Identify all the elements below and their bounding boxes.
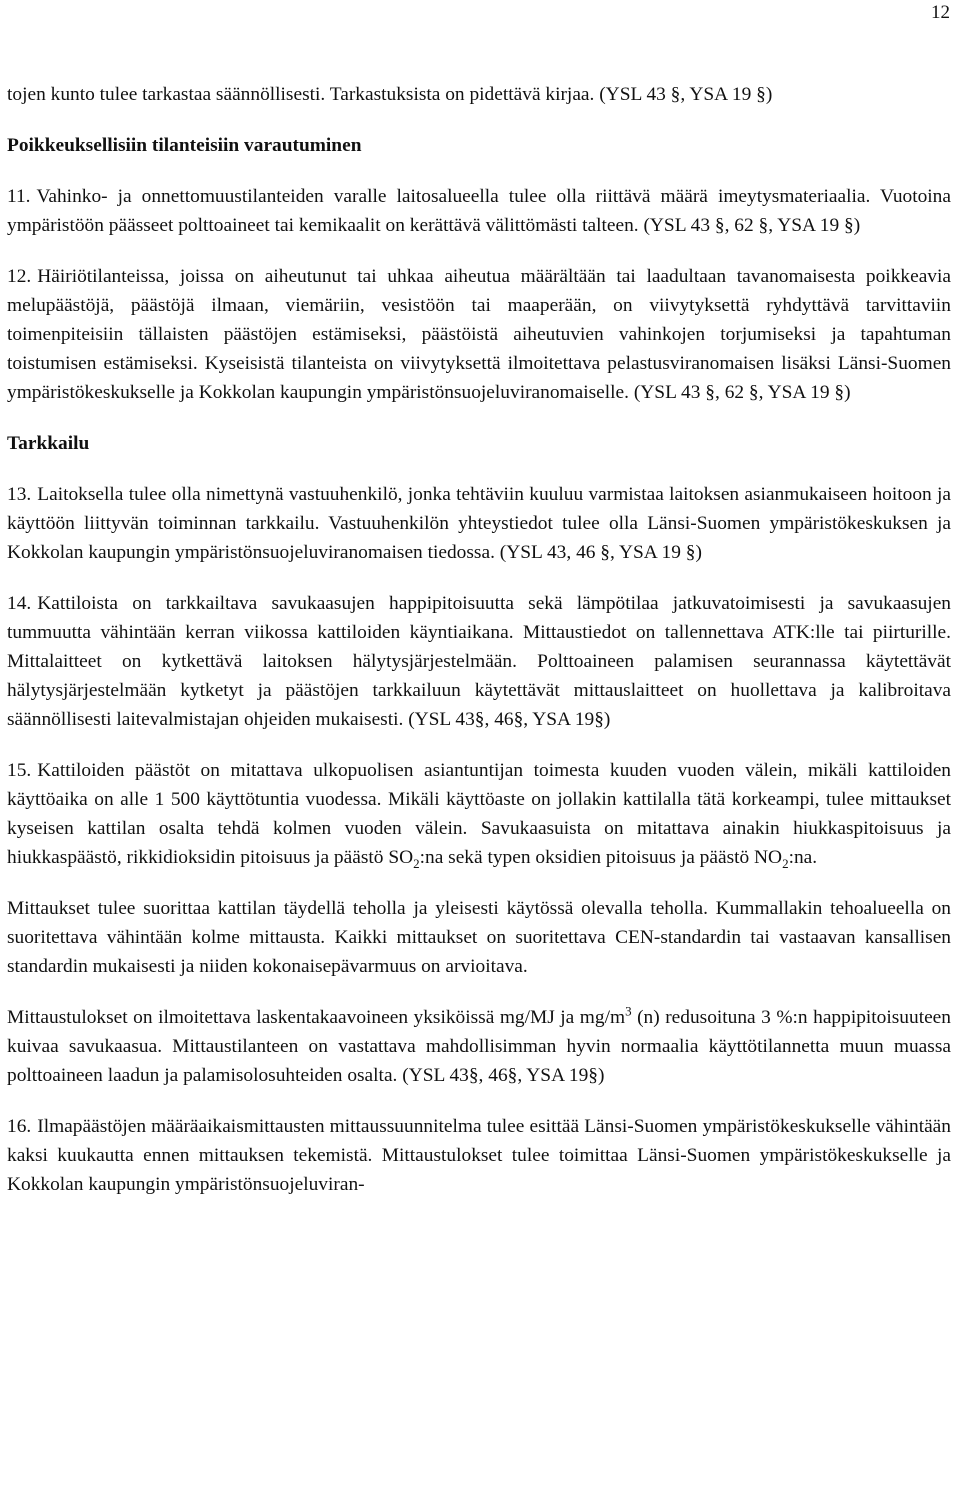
- paragraph-15: [7, 756, 951, 872]
- paragraph-text: (n) redusoituna 3 %:n happipitoisuuteen kuivaa savukaasua. Mittaustilanteen on vastattava mahdollisimman hyvin normaalia käyttötilannetta muun muassa polttoaineen laadun ja palamisolosuhteiden osalta. (YSL 43§, 46§, YSA 19§): [7, 1007, 951, 1086]
- paragraph-12: [7, 262, 951, 407]
- heading-monitoring: Tarkkailu: [7, 433, 90, 454]
- document-body: [7, 80, 951, 1221]
- paragraph-text: Ilmapäästöjen määräaikaismittausten mittaussuunnitelma tulee esittää Länsi-Suomen ympäristökeskukselle vähintään kaksi kuukautta ennen mittauksen tekemistä. Mittaustulokset tulee toimittaa Länsi-Suomen ympäristökeskukselle ja Kokkolan kaupungin ympäristönsuojeluviran-: [7, 1116, 951, 1195]
- paragraph-number: 13.: [7, 484, 32, 505]
- heading-emergency-preparedness: Poikkeuksellisiin tilanteisiin varautuminen: [7, 135, 362, 156]
- paragraph-text: Kattiloiden päästöt on mitattava ulkopuolisen asiantuntijan toimesta kuuden vuoden välein, mikäli kattiloiden käyttöaika on alle 1 500 käyttötuntia vuodessa. Mikäli käyttöaste on jollakin kattilalla tätä korkeampi, tulee mittaukset kyseisen kattilan osalta tehdä kolmen vuoden välein. Savukaasuista on mitattava ainakin hiukkaspitoisuus ja hiukkaspäästö, rikkidioksidin pitoisuus ja päästö SO: [7, 760, 951, 868]
- paragraph-text: Laitoksella tulee olla nimettynä vastuuhenkilö, jonka tehtäviin kuuluu varmistaa laitoksen asianmukaiseen hoitoon ja käyttöön liittyvän toiminnan tarkkailu. Vastuuhenkilön yhteystiedot tulee olla Länsi-Suomen ympäristökeskuksen ja Kokkolan kaupungin ympäristönsuojeluviranomaisen tiedossa. (YSL 43, 46 §, YSA 19 §): [7, 484, 951, 563]
- paragraph-number: 16.: [7, 1116, 32, 1137]
- paragraph-measurements: Mittaukset tulee suorittaa kattilan täydellä teholla ja yleisesti käytössä olevalla teholla. Kummallakin tehoalueella on suoritettava vähintään kolme mittausta. Kaikki mittaukset on suoritettava CEN-standardin tai vastaavan kansallisen standardin mukaisesti ja niiden kokonaisepävarmuus on arvioitava.: [7, 898, 951, 977]
- paragraph-intro: tojen kunto tulee tarkastaa säännöllisesti. Tarkastuksista on pidettävä kirjaa. (YSL 43 §, YSA 19 §): [7, 84, 773, 105]
- paragraph-results: [7, 1003, 951, 1090]
- paragraph-text: Mittaustulokset on ilmoitettava laskentakaavoineen yksiköissä mg/MJ ja mg/m: [7, 1007, 626, 1028]
- paragraph-text: Häiriötilanteissa, joissa on aiheutunut tai uhkaa aiheutua määrältään tai laadultaan tavanomaisesta poikkeavia melupäästöjä, päästöjä ilmaan, viemäriin, vesistöön tai maaperään, on viivytyksettä ryhdyttävä tarvittaviin toimenpiteisiin tällaisten päästöjen estämiseksi, päästöistä aiheutuvien vahinkojen torjumiseksi ja tapahtuman toistumisen estämiseksi. Kyseisistä tilanteista on viivytyksettä ilmoitettava pelastusviranomaisen lisäksi Länsi-Suomen ympäristökeskukselle ja Kokkolan kaupungin ympäristönsuojeluviranomaiselle. (YSL 43 §, 62 §, YSA 19 §): [7, 266, 951, 403]
- paragraph-16: [7, 1112, 951, 1199]
- subscript: 2: [782, 855, 789, 871]
- paragraph-number: 14.: [7, 593, 32, 614]
- paragraph-text: Kattiloista on tarkkailtava savukaasujen happipitoisuutta sekä lämpötilaa jatkuvatoimisesti ja savukaasujen tummuutta vähintään kerran viikossa kattiloiden käyntiaikana. Mittaustiedot on tallennettava ATK:lle tai piirturille. Mittalaitteet on kytkettävä laitoksen hälytysjärjestelmään. Polttoaineen palamisen seurannassa käytettävät hälytysjärjestelmään kytketyt ja päästöjen tarkkailuun käytettävät mittauslaitteet on huollettava ja kalibroitava säännöllisesti laitevalmistajan ohjeiden mukaisesti. (YSL 43§, 46§, YSA 19§): [7, 593, 951, 730]
- paragraph-14: [7, 589, 951, 734]
- page-number: 12: [931, 2, 950, 23]
- paragraph-13: [7, 480, 951, 567]
- paragraph-number: 15.: [7, 760, 32, 781]
- paragraph-number: 12.: [7, 266, 32, 287]
- paragraph-11: [7, 182, 951, 240]
- paragraph-text: Vahinko- ja onnettomuustilanteiden varalle laitosalueella tulee olla riittävä määrä imeytysmateriaalia. Vuotoina ympäristöön päässeet polttoaineet tai kemikaalit on kerättävä välittömästi talteen. (YSL 43 §, 62 §, YSA 19 §): [7, 186, 951, 236]
- paragraph-text: :na.: [788, 847, 818, 868]
- superscript: 3: [625, 1003, 632, 1019]
- subscript: 2: [413, 855, 420, 871]
- paragraph-text: :na sekä typen oksidien pitoisuus ja päästö NO: [419, 847, 783, 868]
- paragraph-number: 11.: [7, 186, 31, 207]
